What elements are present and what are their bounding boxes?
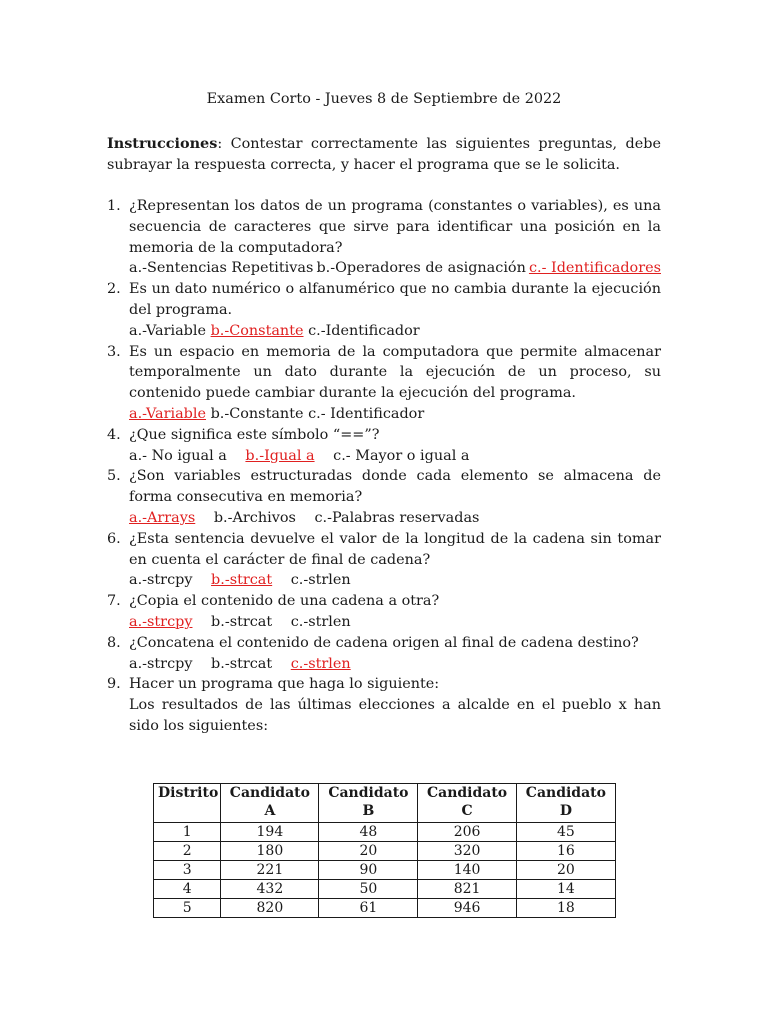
table-cell: 90 xyxy=(319,861,418,880)
table-cell: 20 xyxy=(516,861,615,880)
question-9-program xyxy=(107,674,661,736)
option-c: c.-strlen xyxy=(290,572,351,589)
question-options xyxy=(129,446,661,467)
question-6 xyxy=(107,529,661,591)
option-b-correct: b.-strcat xyxy=(211,572,273,589)
table-header-row xyxy=(154,784,616,823)
program-line-2: Los resultados de las últimas elecciones a alcalde en el pueblo x han sido los siguientes: xyxy=(129,697,661,734)
option-c: c.- Identificador xyxy=(308,405,425,422)
option-b: b.-strcat xyxy=(211,613,273,630)
question-number: 9. xyxy=(107,676,121,693)
option-a: a.- No igual a xyxy=(129,447,227,464)
table-cell: 45 xyxy=(516,823,615,842)
table-cell: 18 xyxy=(516,899,615,918)
question-number: 7. xyxy=(107,593,121,610)
table-cell: 194 xyxy=(221,823,319,842)
table-cell: 48 xyxy=(319,823,418,842)
question-number: 1. xyxy=(107,198,121,214)
question-number: 2. xyxy=(107,281,121,298)
instructions-label: Instrucciones xyxy=(107,135,218,152)
table-cell: 320 xyxy=(418,842,516,861)
option-b-correct: b.-Constante xyxy=(210,322,304,339)
question-2 xyxy=(107,279,661,341)
question-5 xyxy=(107,466,661,528)
table-cell: 221 xyxy=(221,861,319,880)
question-options xyxy=(129,321,661,342)
table-cell: 821 xyxy=(418,880,516,899)
option-b: b.-strcat xyxy=(211,655,273,672)
option-c: c.-Identificador xyxy=(308,322,420,339)
instructions xyxy=(107,133,661,176)
question-options xyxy=(129,570,661,591)
column-header: Candidato B xyxy=(319,784,418,823)
table-row xyxy=(154,823,616,842)
option-b: b.-Archivos xyxy=(213,509,296,526)
table-cell: 206 xyxy=(418,823,516,842)
question-1 xyxy=(107,196,661,279)
option-a: a.-Sentencias Repetitivas xyxy=(129,260,314,277)
option-a-correct: a.-strcpy xyxy=(129,613,193,630)
table-cell: 20 xyxy=(319,842,418,861)
option-a-correct: a.-Arrays xyxy=(129,509,196,526)
option-c-correct: c.- Identificadores xyxy=(528,260,661,277)
option-c: c.- Mayor o igual a xyxy=(333,447,470,464)
option-a-correct: a.-Variable xyxy=(129,405,207,422)
question-text: Es un espacio en memoria de la computadora que permite almacenar temporalmente un dato durante la ejecución de un proceso, su contenido puede cambiar durante la ejecución del programa. xyxy=(129,343,661,402)
option-a: a.-strcpy xyxy=(129,572,193,589)
option-c: c.-strlen xyxy=(290,613,351,630)
table-cell: 50 xyxy=(319,880,418,899)
question-number: 8. xyxy=(107,634,121,651)
column-header: Candidato C xyxy=(418,784,516,823)
question-text: ¿Son variables estructuradas donde cada elemento se almacena de forma consecutiva en memoria? xyxy=(129,468,661,506)
question-number: 5. xyxy=(107,468,121,485)
table-cell: 180 xyxy=(221,842,319,861)
table-cell: 5 xyxy=(154,899,221,918)
column-header: Candidato D xyxy=(516,784,615,823)
question-text: ¿Representan los datos de un programa (constantes o variables), es una secuencia de caracteres que sirve para identificar una posición en la memoria de la computadora? xyxy=(129,198,661,256)
exam-title: Examen Corto - Jueves 8 de Septiembre de 2022 xyxy=(206,91,562,107)
election-results-table xyxy=(153,783,616,918)
instructions-text: : Contestar correctamente las siguientes preguntas, debe subrayar la respuesta correcta, y hacer el programa que se le solicita. xyxy=(107,136,661,173)
table-cell: 820 xyxy=(221,899,319,918)
table-row xyxy=(154,842,616,861)
question-options xyxy=(129,654,661,675)
question-list xyxy=(107,196,661,737)
question-number: 6. xyxy=(107,530,121,547)
column-header: Distrito xyxy=(154,784,221,823)
table-cell: 946 xyxy=(418,899,516,918)
option-b: b.-Operadores de asignación xyxy=(316,260,526,277)
table-row xyxy=(154,880,616,899)
table-cell: 4 xyxy=(154,880,221,899)
table-cell: 16 xyxy=(516,842,615,861)
option-a: a.-Variable xyxy=(129,322,207,339)
question-options xyxy=(129,404,661,425)
table-cell: 1 xyxy=(154,823,221,842)
question-8 xyxy=(107,633,661,675)
option-b-correct: b.-Igual a xyxy=(245,447,315,464)
program-line-1: Hacer un programa que haga lo siguiente: xyxy=(129,676,440,693)
table-cell: 140 xyxy=(418,861,516,880)
question-text: Es un dato numérico o alfanumérico que no cambia durante la ejecución del programa. xyxy=(129,281,661,318)
question-options xyxy=(129,612,661,633)
question-3 xyxy=(107,342,661,425)
question-text: ¿Esta sentencia devuelve el valor de la longitud de la cadena sin tomar en cuenta el carácter de final de cadena? xyxy=(129,530,661,568)
option-c: c.-Palabras reservadas xyxy=(314,509,480,526)
table-cell: 2 xyxy=(154,842,221,861)
table-cell: 14 xyxy=(516,880,615,899)
question-options xyxy=(129,508,661,529)
table-row xyxy=(154,899,616,918)
question-4 xyxy=(107,425,661,467)
option-b: b.-Constante xyxy=(210,405,304,422)
column-header: Candidato A xyxy=(221,784,319,823)
option-c-correct: c.-strlen xyxy=(290,655,351,672)
question-options xyxy=(129,258,661,279)
option-a: a.-strcpy xyxy=(129,655,193,672)
table-row xyxy=(154,861,616,880)
question-7 xyxy=(107,591,661,633)
table-cell: 3 xyxy=(154,861,221,880)
question-number: 4. xyxy=(107,426,121,443)
question-number: 3. xyxy=(107,343,121,360)
question-text: ¿Concatena el contenido de cadena origen al final de cadena destino? xyxy=(129,634,639,651)
question-text: ¿Que significa este símbolo “==”? xyxy=(129,426,380,443)
table-cell: 432 xyxy=(221,880,319,899)
question-text: ¿Copia el contenido de una cadena a otra? xyxy=(129,593,440,610)
table-cell: 61 xyxy=(319,899,418,918)
